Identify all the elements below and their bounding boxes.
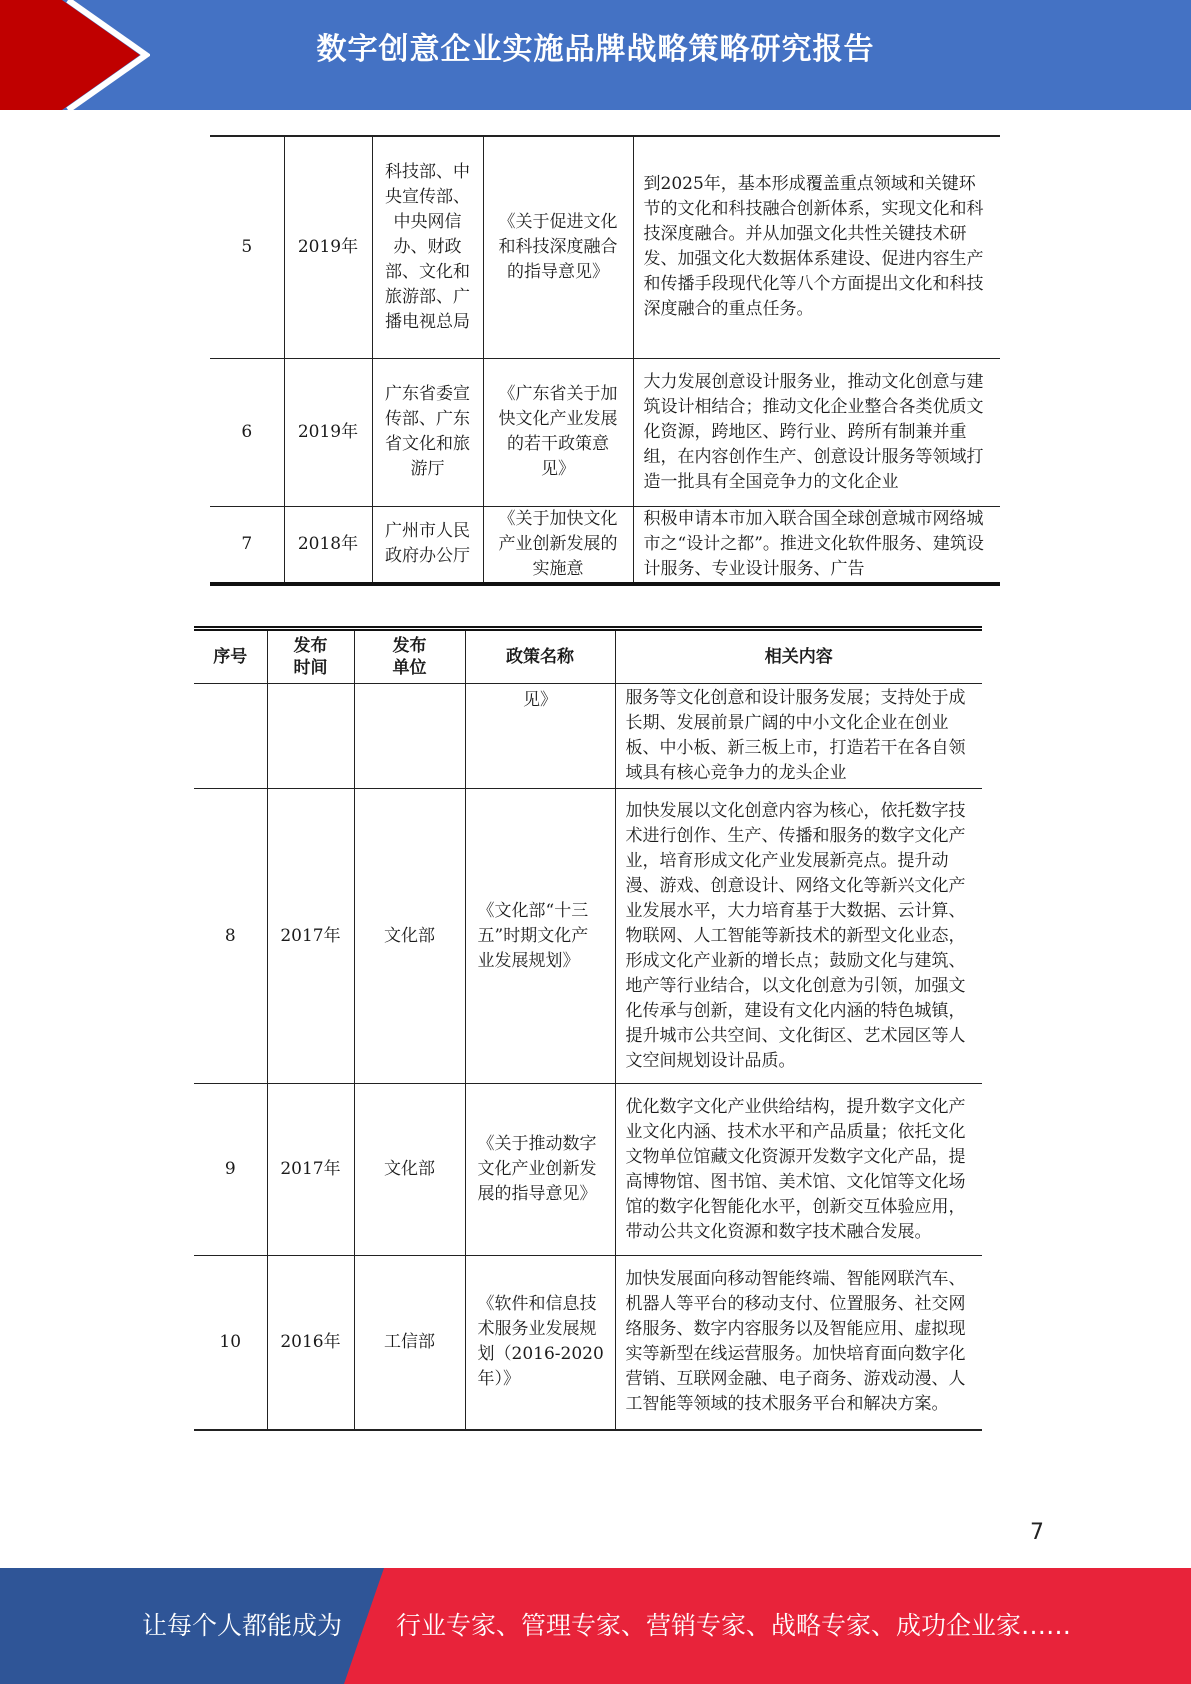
header-content: 相关内容 — [615, 629, 982, 684]
policy-name: 《软件和信息技术服务业发展规划（2016-2020年）》 — [465, 1256, 615, 1430]
table-row — [194, 684, 982, 789]
issuing-unit — [354, 684, 465, 789]
issuing-unit: 广东省委宣传部、广东省文化和旅游厅 — [372, 358, 483, 506]
table-row — [194, 1256, 982, 1430]
header-unit: 发布单位 — [354, 629, 465, 684]
table-row — [210, 136, 1000, 358]
header-policy: 政策名称 — [465, 629, 615, 684]
issuing-unit: 工信部 — [354, 1256, 465, 1430]
footer-slogan-left: 让每个人都能成为 — [142, 1611, 343, 1640]
row-number: 9 — [194, 1084, 267, 1256]
policy-content: 优化数字文化产业供给结构，提升数字文化产业文化内涵、技术水平和产品质量；依托文化文物单位馆藏文化资源开发数字文化产品，提高博物馆、图书馆、美术馆、文化馆等文化场馆的数字化智能化水平，创新交互体验应用，带动公共文化资源和数字技术融合发展。 — [615, 1084, 982, 1256]
policy-name: 《关于推动数字文化产业创新发展的指导意见》 — [465, 1084, 615, 1256]
table-row — [194, 1084, 982, 1256]
release-year: 2018年 — [284, 506, 372, 584]
policy-name: 《广东省关于加快文化产业发展的若干政策意见》 — [483, 358, 633, 506]
release-year: 2017年 — [267, 1084, 354, 1256]
table-header-row — [194, 629, 982, 684]
issuing-unit: 文化部 — [354, 789, 465, 1084]
release-year: 2019年 — [284, 358, 372, 506]
header-number: 序号 — [194, 629, 267, 684]
policy-content: 大力发展创意设计服务业，推动文化创意与建筑设计相结合；推动文化企业整合各类优质文化资源，跨地区、跨行业、跨所有制兼并重组，在内容创作生产、创意设计服务等领域打造一批具有全国竞争力的文化企业 — [633, 358, 1000, 506]
policy-content: 服务等文化创意和设计服务发展；支持处于成长期、发展前景广阔的中小文化企业在创业板、中小板、新三板上市，打造若干在各自领域具有核心竞争力的龙头企业 — [615, 684, 982, 789]
page-footer — [0, 1568, 1191, 1684]
release-year: 2017年 — [267, 789, 354, 1084]
page-header — [0, 0, 1191, 110]
release-year: 2019年 — [284, 136, 372, 358]
policy-content: 加快发展以文化创意内容为核心，依托数字技术进行创作、生产、传播和服务的数字文化产业，培育形成文化产业发展新亮点。提升动漫、游戏、创意设计、网络文化等新兴文化产业发展水平，大力培育基于大数据、云计算、物联网、人工智能等新技术的新型文化业态，形成文化产业新的增长点；鼓励文化与建筑、地产等行业结合，以文化创意为引领，加强文化传承与创新，建设有文化内涵的特色城镇，提升城市公共空间、文化街区、艺术园区等人文空间规划设计品质。 — [615, 789, 982, 1084]
policy-table-part1 — [210, 135, 1000, 586]
policy-name: 《关于加快文化产业创新发展的实施意 — [483, 506, 633, 584]
policy-content: 积极申请本市加入联合国全球创意城市网络城市之“设计之都”。推进文化软件服务、建筑设计服务、专业设计服务、广告 — [633, 506, 1000, 584]
header-title: 数字创意企业实施品牌战略策略研究报告 — [316, 32, 875, 67]
policy-content: 加快发展面向移动智能终端、智能网联汽车、机器人等平台的移动支付、位置服务、社交网络服务、数字内容服务以及智能应用、虚拟现实等新型在线运营服务。加快培育面向数字化营销、互联网金融、电子商务、游戏动漫、人工智能等领域的技术服务平台和解决方案。 — [615, 1256, 982, 1430]
policy-name: 《文化部“十三五”时期文化产业发展规划》 — [465, 789, 615, 1084]
issuing-unit: 文化部 — [354, 1084, 465, 1256]
policy-name: 《关于促进文化和科技深度融合的指导意见》 — [483, 136, 633, 358]
row-number: 7 — [210, 506, 284, 584]
table-row — [194, 789, 982, 1084]
table-row — [210, 506, 1000, 584]
table-row — [210, 358, 1000, 506]
release-year: 2016年 — [267, 1256, 354, 1430]
row-number: 6 — [210, 358, 284, 506]
page-number: 7 — [1030, 1520, 1044, 1545]
row-number: 5 — [210, 136, 284, 358]
policy-content: 到2025年，基本形成覆盖重点领域和关键环节的文化和科技融合创新体系，实现文化和科技深度融合。并从加强文化共性关键技术研发、加强文化大数据体系建设、促进内容生产和传播手段现代化等八个方面提出文化和科技深度融合的重点任务。 — [633, 136, 1000, 358]
header-year: 发布时间 — [267, 629, 354, 684]
row-number: 8 — [194, 789, 267, 1084]
footer-slogan-right: 行业专家、管理专家、营销专家、战略专家、成功企业家…… — [396, 1611, 1072, 1640]
issuing-unit: 科技部、中央宣传部、中央网信办、财政部、文化和旅游部、广播电视总局 — [372, 136, 483, 358]
policy-name: 见》 — [465, 684, 615, 789]
issuing-unit: 广州市人民政府办公厅 — [372, 506, 483, 584]
policy-table-part2 — [194, 626, 982, 1431]
row-number: 10 — [194, 1256, 267, 1430]
row-number — [194, 684, 267, 789]
release-year — [267, 684, 354, 789]
